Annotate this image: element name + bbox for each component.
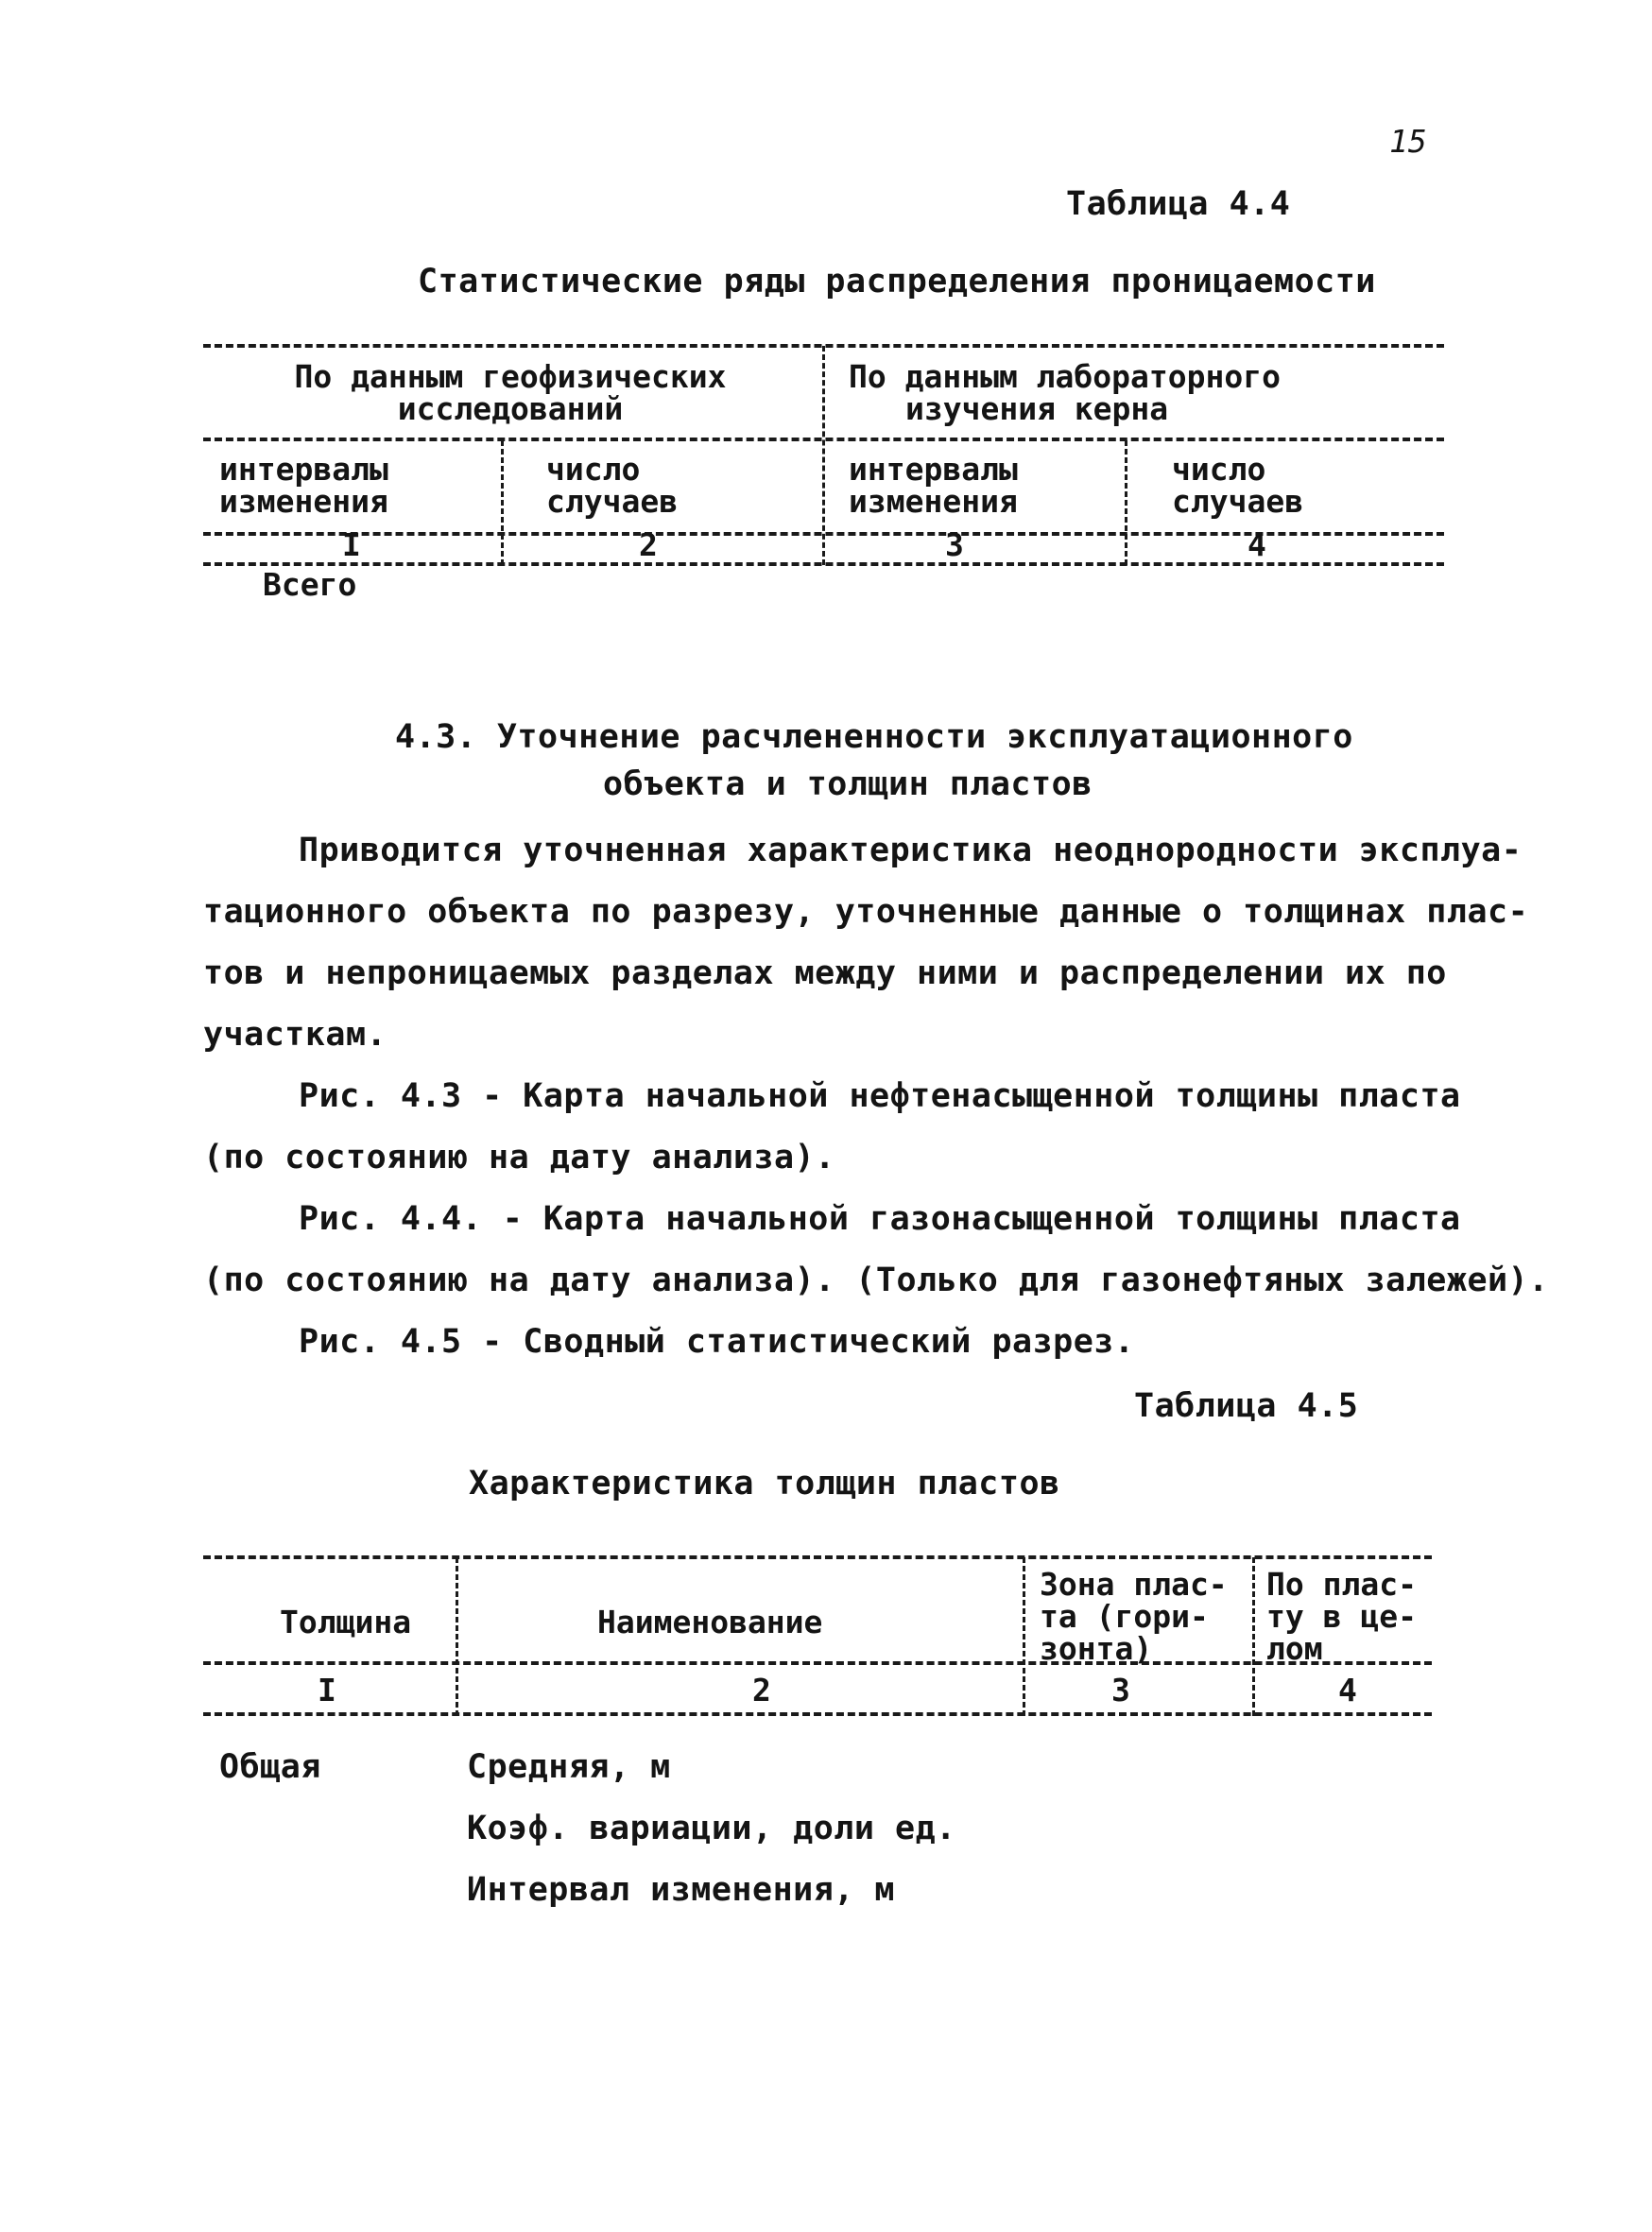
section-heading-line2: объекта и толщин пластов (603, 765, 1093, 803)
column-header-name: Наименование (597, 1604, 823, 1640)
column-header-2 (546, 451, 679, 520)
column-header-zone-line2: та (гори- (1040, 1598, 1209, 1635)
table-4-5-divider-3 (1252, 1557, 1255, 1716)
total-label: Всего (263, 566, 357, 603)
page-number: 15 (1389, 123, 1427, 160)
column-header-1-line1: интервалы (219, 451, 388, 488)
figure-4-3-line1: Рис. 4.3 - Карта начальной нефтенасыщенной толщины пласта (299, 1077, 1461, 1115)
table-4-4-caption: Таблица 4.4 (1066, 185, 1291, 223)
column-number-2: 2 (752, 1672, 771, 1708)
column-header-3-line1: интервалы (849, 451, 1018, 488)
column-header-2-line2: случаев (546, 483, 679, 520)
table-4-5-title: Характеристика толщин пластов (469, 1465, 1060, 1502)
row-average: Средняя, м (467, 1748, 671, 1786)
column-header-zone-line3: зонта) (1040, 1630, 1153, 1667)
table-4-4-main-divider (822, 346, 825, 565)
table-4-5-divider-2 (1023, 1557, 1025, 1716)
table-4-5-top-rule (203, 1555, 1432, 1559)
column-header-2-line1: число (546, 451, 641, 488)
column-number-2: 2 (639, 526, 658, 563)
table-4-5-divider-1 (456, 1557, 458, 1716)
figure-4-5: Рис. 4.5 - Сводный статистический разрез. (299, 1323, 1135, 1361)
column-header-1 (219, 451, 388, 520)
column-header-whole-line1: По плас- (1266, 1566, 1417, 1603)
figure-4-4-line2: (по состоянию на дату анализа). (Только для газонефтяных залежей). (203, 1262, 1549, 1299)
column-header-zone (1040, 1566, 1228, 1667)
paragraph-line4: участкам. (203, 1016, 387, 1054)
paragraph-line1: Приводится уточненная характеристика неоднородности эксплуа- (299, 832, 1523, 869)
column-header-1-line2: изменения (219, 483, 388, 520)
row-change-interval: Интервал изменения, м (467, 1871, 896, 1909)
column-header-whole-line2: ту в це- (1266, 1598, 1417, 1635)
column-header-3 (849, 451, 1018, 520)
column-number-4: 4 (1248, 526, 1266, 563)
column-header-4-line2: случаев (1172, 483, 1304, 520)
column-number-1: I (342, 526, 361, 563)
figure-4-4-line1: Рис. 4.4. - Карта начальной газонасыщенной толщины пласта (299, 1200, 1461, 1238)
column-header-whole (1266, 1566, 1417, 1667)
section-heading-line1: 4.3. Уточнение расчлененности эксплуатационного (395, 718, 1353, 756)
column-number-4: 4 (1338, 1672, 1357, 1708)
table-4-4-right-divider (1125, 440, 1127, 565)
header-geophysical (203, 358, 817, 427)
row-variation-coefficient: Коэф. вариации, доли ед. (467, 1810, 956, 1847)
column-number-1: I (318, 1672, 336, 1708)
column-header-whole-line3: лом (1266, 1630, 1323, 1667)
column-number-3: 3 (1111, 1672, 1130, 1708)
table-4-5-number-rule (203, 1712, 1432, 1716)
header-geophysical-line2: исследований (397, 390, 624, 427)
column-header-4 (1172, 451, 1304, 520)
header-laboratory-line1: По данным лабораторного (849, 358, 1281, 395)
table-4-4-title: Статистические ряды распределения проницаемости (418, 263, 1376, 300)
table-4-5-caption: Таблица 4.5 (1134, 1387, 1359, 1425)
header-laboratory-line2: изучения керна (905, 390, 1169, 427)
table-4-5-header-rule (203, 1661, 1432, 1665)
figure-4-3-line2: (по состоянию на дату анализа). (203, 1139, 835, 1176)
paragraph-line2: тационного объекта по разрезу, уточненные данные о толщинах плас- (203, 893, 1529, 931)
header-geophysical-line1: По данным геофизических (294, 358, 727, 395)
header-laboratory (849, 358, 1281, 427)
row-label-general: Общая (219, 1748, 321, 1786)
table-4-4-left-divider (501, 440, 504, 565)
paragraph-line3: тов и непроницаемых разделах между ними и распределении их по (203, 954, 1447, 992)
column-number-3: 3 (945, 526, 964, 563)
column-header-zone-line1: Зона плас- (1040, 1566, 1228, 1603)
column-header-thickness: Толщина (280, 1604, 412, 1640)
column-header-4-line1: число (1172, 451, 1266, 488)
column-header-3-line2: изменения (849, 483, 1018, 520)
